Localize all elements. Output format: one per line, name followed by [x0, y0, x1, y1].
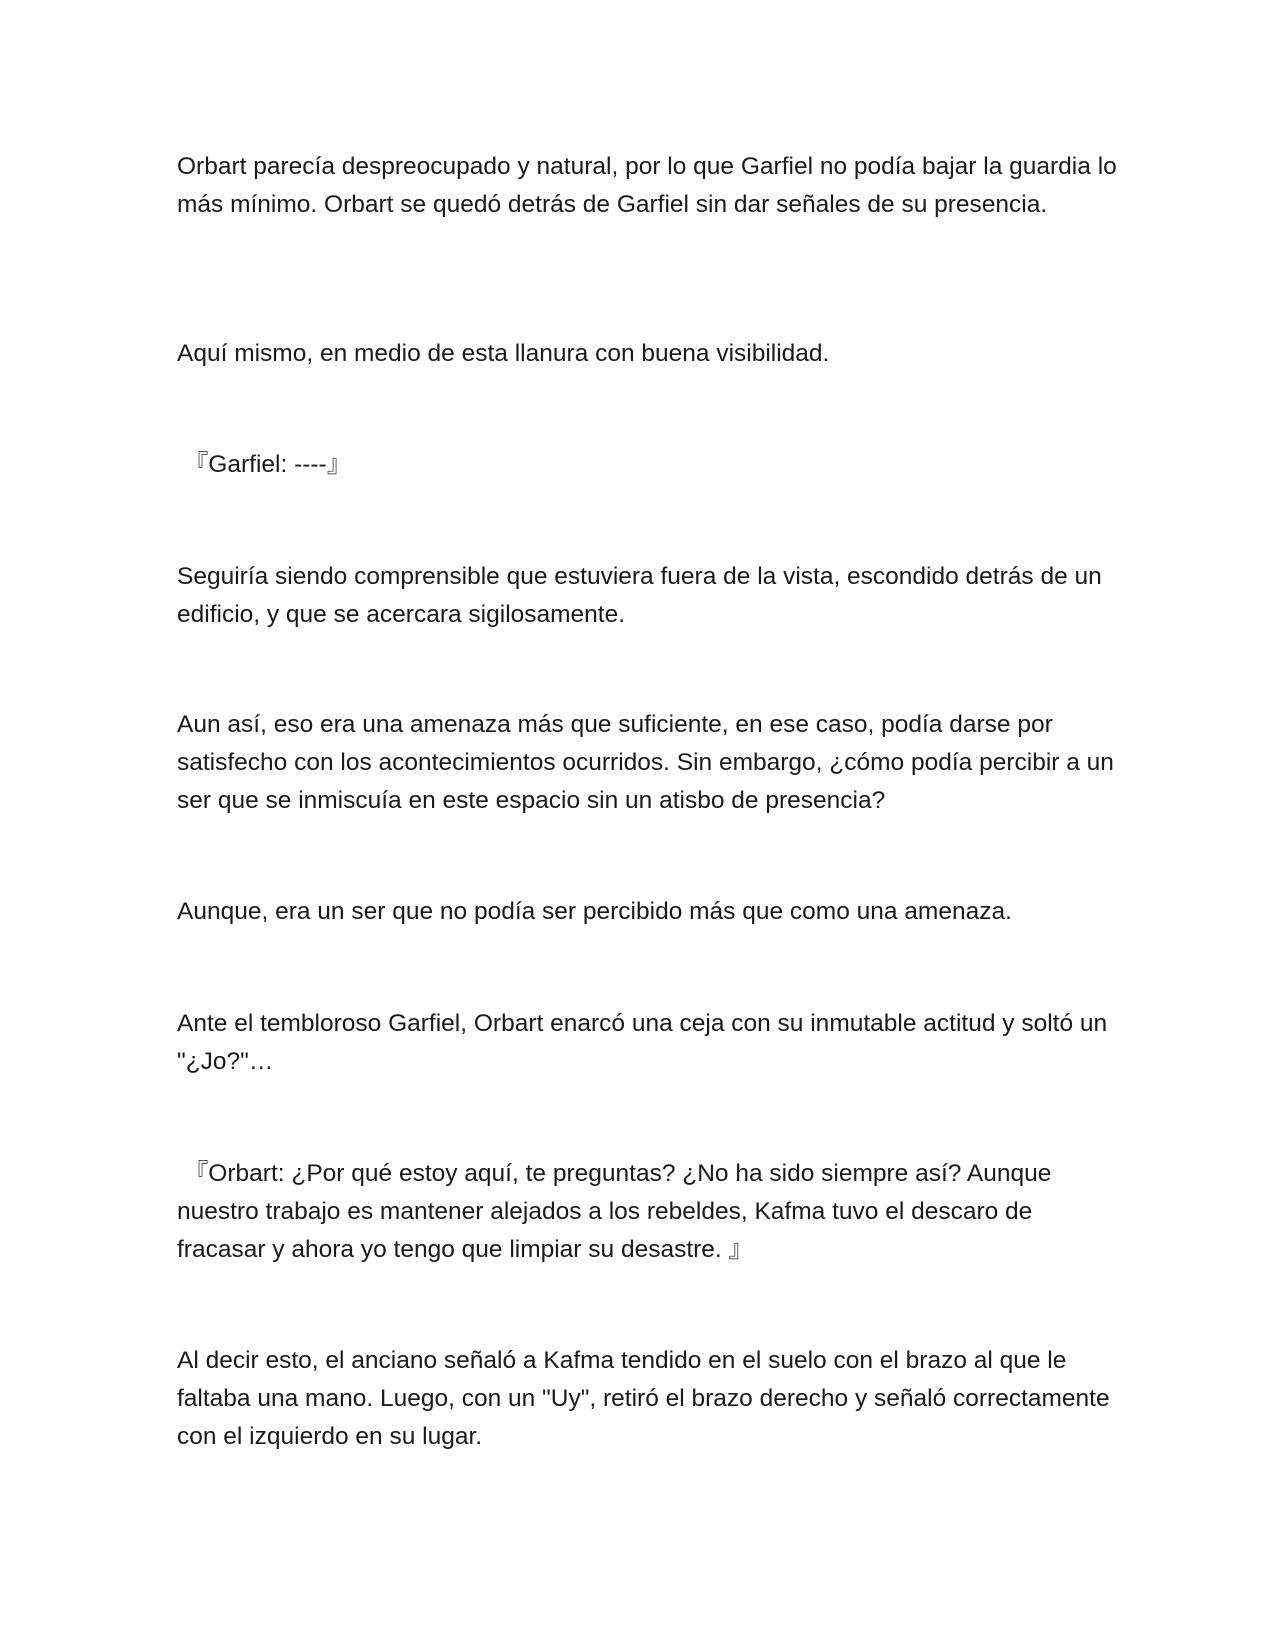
- paragraph-1: Orbart parecía despreocupado y natural, por lo que Garfiel no podía bajar la guardia lo más mínimo. Orbart se quedó detrás de Garfiel sin dar señales de su presencia.: [177, 153, 1124, 218]
- paragraph-4: Seguiría siendo comprensible que estuviera fuera de la vista, escondido detrás de un edificio, y que se acercara sigilosamente.: [177, 563, 1109, 628]
- paragraph-2: Aquí mismo, en medio de esta llanura con buena visibilidad.: [177, 340, 830, 367]
- dialogue-garfiel: 『Garfiel: ----』: [177, 451, 352, 478]
- paragraph-9: Al decir esto, el anciano señaló a Kafma tendido en el suelo con el brazo al que le faltaba una mano. Luego, con un "Uy", retiró el brazo derecho y señaló correctamente con el izquierdo en su lugar.: [177, 1347, 1117, 1450]
- paragraph-5: Aun así, eso era una amenaza más que suficiente, en ese caso, podía darse por satisfecho con los acontecimientos ocurridos. Sin embargo, ¿cómo podía percibir a un ser que se inmiscuía en este espacio sin un atisbo de presencia?: [177, 711, 1121, 814]
- paragraph-6: Aunque, era un ser que no podía ser percibido más que como una amenaza.: [177, 898, 1012, 925]
- dialogue-orbart: 『Orbart: ¿Por qué estoy aquí, te preguntas? ¿No ha sido siempre así? Aunque nuestro trabajo es mantener alejados a los rebeldes, Kafma tuvo el descaro de fracasar y ahora yo tengo que limpiar su desastre. 』: [177, 1160, 1059, 1263]
- paragraph-7: Ante el tembloroso Garfiel, Orbart enarcó una ceja con su inmutable actitud y soltó un "¿Jo?"…: [177, 1010, 1114, 1075]
